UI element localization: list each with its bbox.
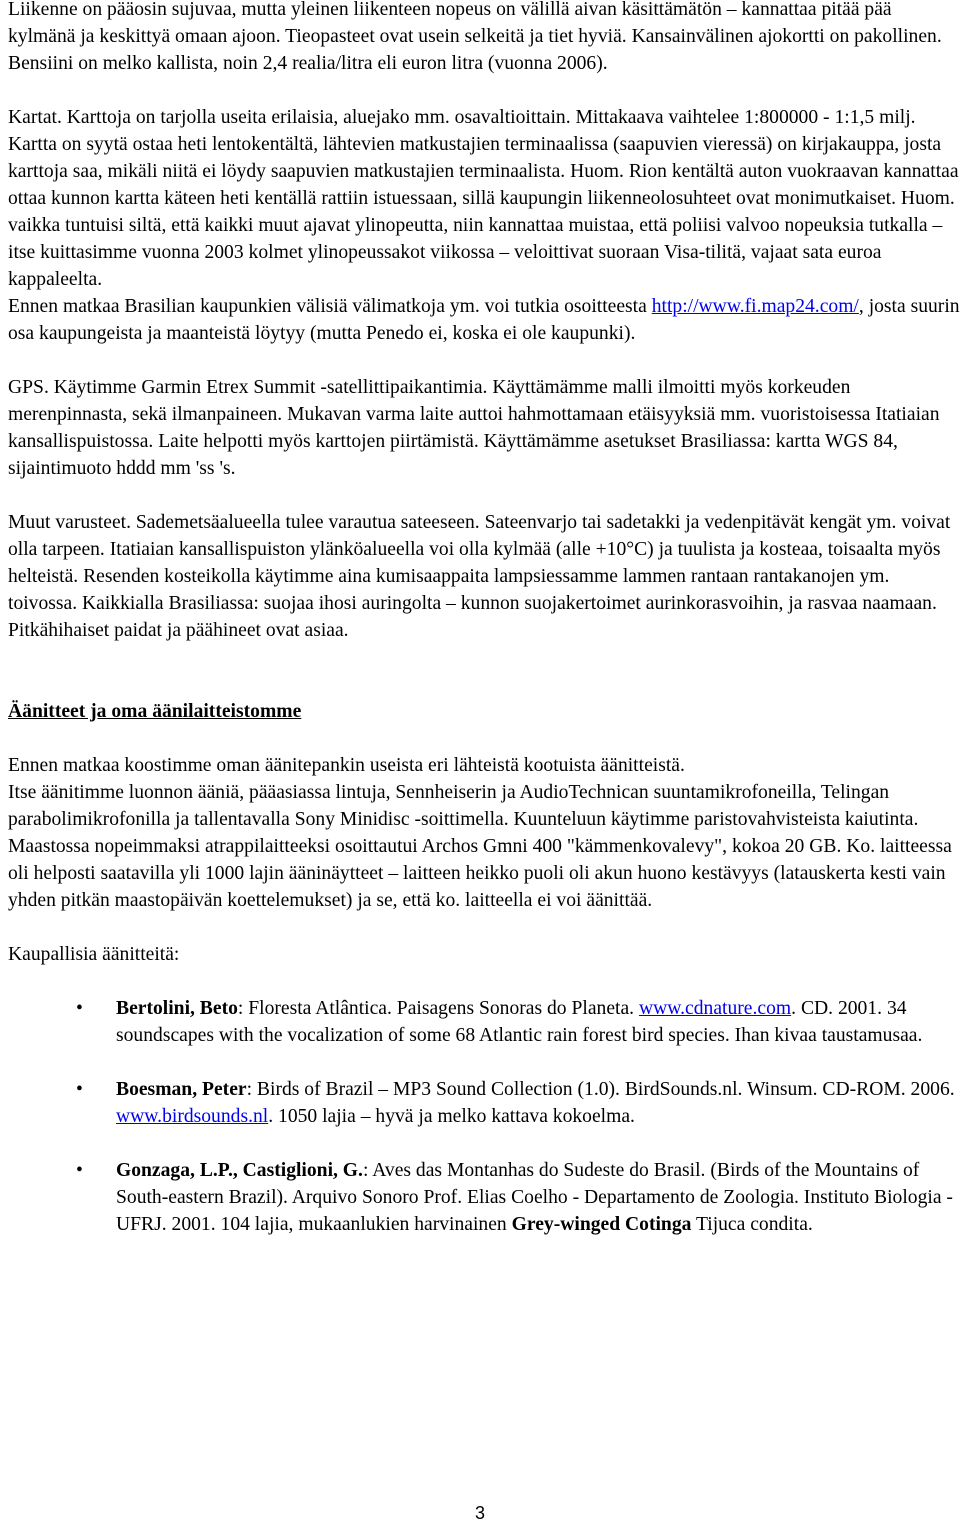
reference-text: : Floresta Atlântica. Paisagens Sonoras do Planeta.: [237, 998, 639, 1019]
paragraph-own-recordings: Itse äänitimme luonnon ääniä, pääasiassa lintuja, Sennheiserin ja AudioTechnican suuntamikrofoneilla, Telingan parabolimikrofonilla ja tallentavalla Sony Minidisc -soittimella. Kuunteluun käytimme paristovahvisteista kaiutinta.: [8, 782, 919, 830]
paragraph-maps: Kartat. Karttoja on tarjolla useita erilaisia, aluejako mm. osavaltioittain. Mittakaava vaihtelee 1:800000 - 1:1,5 milj. Kartta on syytä ostaa heti lentokentältä, lähtevien matkustajien terminaalissa (saapuvien vieressä) on kirjakauppa, josta karttoja saa, mikäli niitä ei löydy saapuvien matkustajien terminaalista. Huom. Rion kentältä auton vuokraavan kannattaa ottaa kunnon kartta käteen heti kentällä rattiin istuessaan, sillä kaupungin liikenneolosuhteet ovat monimutkaiset. Huom. vaikka tuntuisi siltä, että kaikki muut ajavat ylinopeutta, niin kannattaa muistaa, että poliisi valvoo nopeuksia tutkalla – itse kuittasimme vuonna 2003 kolmet ylinopeussakot viikossa – veloittivat suoraan Visa-tilitä, vajaat sata euroa kappaleelta.: [8, 107, 959, 290]
paragraph-sound-bank: Ennen matkaa koostimme oman äänitepankin useista eri lähteistä kootuista äänitteistä.: [8, 755, 685, 776]
bullet-icon: •: [76, 1079, 83, 1100]
maps-distances-text: Ennen matkaa Brasilian kaupunkien välisiä välimatkoja ym. voi tutkia osoitteesta: [8, 296, 652, 317]
reference-text-end: . CD. 2001. 34 soundscapes with the vocalization of some 68 Atlantic rain forest bird species. Ihan kivaa taustamusaa.: [116, 998, 923, 1046]
reference-author: Boesman, Peter: [116, 1079, 247, 1100]
maps-distances-text-end: , josta suurin osa kaupungeista ja maanteistä löytyy (mutta Penedo ei, koska ei ole kaupunki).: [8, 296, 960, 344]
reference-author: Gonzaga, L.P., Castiglioni, G.: [116, 1160, 363, 1181]
reference-species: Grey-winged Cotinga: [511, 1214, 692, 1235]
document-page: [8, 0, 960, 1238]
list-item: [8, 1076, 960, 1130]
bullet-icon: •: [76, 998, 83, 1019]
reference-list: [8, 995, 960, 1238]
commercial-list-title: Kaupallisia äänitteitä:: [8, 944, 180, 965]
reference-text: : Aves das Montanhas do Sudeste do Brasil. (Birds of the Mountains of South-eastern Brazil). Arquivo Sonoro Prof. Elias Coelho - Departamento de Zoologia. Instituto Biologia - UFRJ. 2001. 104 lajia, mukaanlukien harvinainen: [116, 1160, 953, 1235]
paragraph-gear: Muut varusteet. Sademetsäalueella tulee varautua sateeseen. Sateenvarjo tai sadetakki ja vedenpitävät kengät ym. voivat olla tarpeen. Itatiaian kansallispuiston ylänköalueella voi olla kylmää (alle +10°C) ja tuulista ja kosteaa, toisaalta myös helteistä. Resenden kosteikolla käytimme aina kumisaappaita lampsiessamme lammen rantaan rantakanojen ym. toivossa. Kaikkialla Brasiliassa: suojaa ihosi auringolta – kunnon suojakertoimet aurinkorasvoihin, ja rasvaa naamaan. Pitkähihaiset paidat ja päähineet ovat asiaa.: [8, 512, 951, 641]
paragraph-gps: GPS. Käytimme Garmin Etrex Summit -satellittipaikantimia. Käyttämämme malli ilmoitti myös korkeuden merenpinnasta, sekä ilmanpaineen. Mukavan varma laite auttoi hahmottamaan etäisyyksiä mm. vuoristoisessa Itatiaian kansallispuistossa. Laite helpotti myös karttojen piirtämistä. Käyttämämme asetukset Brasiliassa: kartta WGS 84, sijaintimuoto hddd mm 'ss 's.: [8, 377, 940, 479]
map24-link[interactable]: http://www.fi.map24.com/: [651, 296, 859, 317]
reference-text: : Birds of Brazil – MP3 Sound Collection (1.0). BirdSounds.nl. Winsum. CD-ROM. 2006.: [246, 1079, 955, 1100]
list-item: [8, 1157, 960, 1238]
cdnature-link[interactable]: www.cdnature.com: [638, 998, 792, 1019]
paragraph-archos-device: Maastossa nopeimmaksi atrappilaitteeksi osoittautui Archos Gmni 400 "kämmenkovalevy", kokoa 20 GB. Ko. laitteessa oli helposti saatavilla yli 1000 lajin ääninäytteet – laitteen heikko puoli oli akun huono kestävyys (latauskerta kesti vain yhden pitkän maastopäivän koettelemukset) ja se, että ko. laitteella ei voi äänittää.: [8, 836, 952, 911]
page-number: 3: [474, 1503, 485, 1523]
reference-text-end: Tijuca condita.: [691, 1214, 813, 1235]
reference-text-end: . 1050 lajia – hyvä ja melko kattava kokoelma.: [268, 1106, 635, 1127]
section-heading: Äänitteet ja oma äänilaitteistomme: [8, 701, 302, 722]
paragraph-traffic: Liikenne on pääosin sujuvaa, mutta yleinen liikenteen nopeus on välillä aivan käsittämätön – kannattaa pitää pää kylmänä ja keskittyä omaan ajoon. Tieopasteet ovat usein selkeitä ja tiet hyviä. Kansainvälinen ajokortti on pakollinen. Bensiini on melko kallista, noin 2,4 realia/litra eli euron litra (vuonna 2006).: [8, 0, 942, 74]
birdsounds-link[interactable]: www.birdsounds.nl: [116, 1106, 269, 1127]
reference-author: Bertolini, Beto: [116, 998, 238, 1019]
paragraph-maps-distances: [8, 293, 960, 347]
bullet-icon: •: [76, 1160, 83, 1181]
list-item: [8, 995, 960, 1049]
